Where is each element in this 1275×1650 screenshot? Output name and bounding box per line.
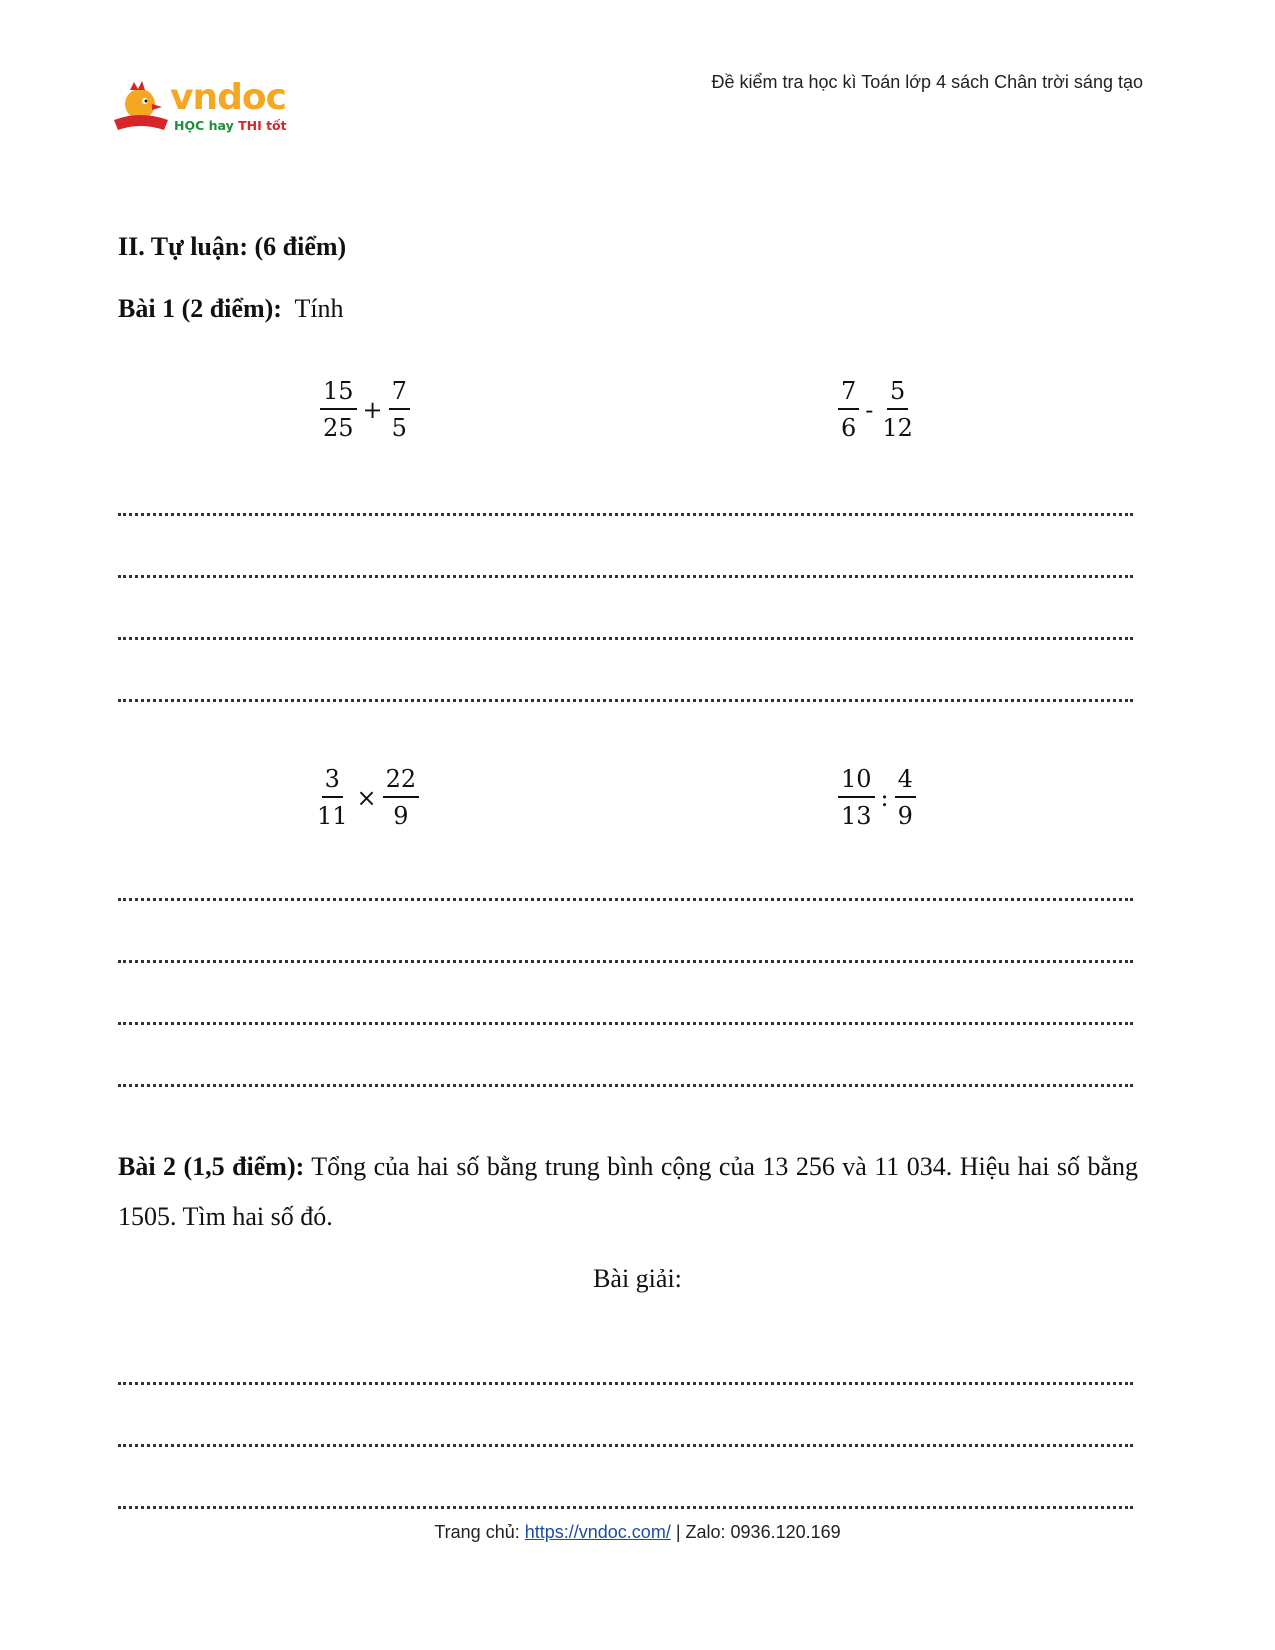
fraction: [895, 766, 916, 829]
answer-line[interactable]: [118, 1378, 1133, 1385]
denominator: 9: [897, 802, 913, 830]
answer-line[interactable]: [118, 1502, 1133, 1509]
numerator: 5: [887, 378, 908, 410]
numerator: 4: [895, 766, 916, 798]
numerator: 10: [838, 766, 875, 798]
logo-tagline-part1: HỌC hay: [174, 118, 234, 133]
page-footer: [0, 1522, 1275, 1543]
logo-tagline: [174, 119, 287, 133]
footer-home-label: Trang chủ:: [434, 1522, 520, 1542]
problem-3: [314, 766, 419, 829]
numerator: 3: [322, 766, 343, 798]
fraction: [838, 378, 859, 441]
denominator: 5: [391, 414, 407, 442]
exercise1-instruction: Tính: [294, 294, 344, 323]
exercise1-heading: [118, 294, 344, 324]
denominator: 25: [323, 414, 354, 442]
denominator: 11: [317, 802, 348, 830]
exercise1-label: Bài 1 (2 điểm):: [118, 294, 282, 323]
divide-operator: :: [880, 783, 889, 812]
answer-line[interactable]: [118, 956, 1133, 963]
problem-2: [838, 378, 916, 441]
fraction: [879, 378, 916, 441]
fraction: [320, 378, 357, 441]
logo-wordmark: vndoc: [170, 77, 286, 118]
vndoc-logo-icon: [112, 80, 172, 136]
exercise2-label: Bài 2 (1,5 điểm):: [118, 1152, 305, 1181]
answer-line[interactable]: [118, 894, 1133, 901]
footer-zalo: | Zalo: 0936.120.169: [675, 1522, 841, 1542]
problem-4: [838, 766, 916, 829]
answer-line[interactable]: [118, 1018, 1133, 1025]
fraction: [314, 766, 351, 829]
fraction: [389, 378, 410, 441]
denominator: 9: [393, 802, 409, 830]
answer-line[interactable]: [118, 1440, 1133, 1447]
answer-line[interactable]: [118, 1080, 1133, 1087]
exercise2-text: Tổng của hai số bằng trung bình cộng của 13 256 và 11 034. Hiệu hai số bằng 1505. Tìm hai số đó.: [118, 1152, 1138, 1231]
solution-label: Bài giải:: [593, 1264, 682, 1293]
numerator: 15: [320, 378, 357, 410]
denominator: 6: [841, 414, 857, 442]
numerator: 7: [838, 378, 859, 410]
logo-tagline-part2: THI tốt: [238, 118, 287, 133]
footer-home-link[interactable]: https://vndoc.com/: [524, 1522, 671, 1542]
numerator: 22: [383, 766, 420, 798]
answer-line[interactable]: [118, 509, 1133, 516]
denominator: 13: [841, 802, 872, 830]
fraction: [838, 766, 875, 829]
denominator: 12: [882, 414, 913, 442]
numerator: 7: [389, 378, 410, 410]
answer-line[interactable]: [118, 571, 1133, 578]
fraction: [383, 766, 420, 829]
multiply-operator: ×: [356, 783, 377, 812]
exercise2: [118, 1142, 1138, 1242]
answer-line[interactable]: [118, 695, 1133, 702]
plus-operator: +: [362, 395, 383, 424]
minus-operator: -: [865, 395, 874, 424]
problem-1: [320, 378, 410, 441]
section-title: II. Tự luận: (6 điểm): [118, 232, 347, 261]
answer-line[interactable]: [118, 633, 1133, 640]
document-title: Đề kiểm tra học kì Toán lớp 4 sách Chân trời sáng tạo: [711, 72, 1143, 92]
